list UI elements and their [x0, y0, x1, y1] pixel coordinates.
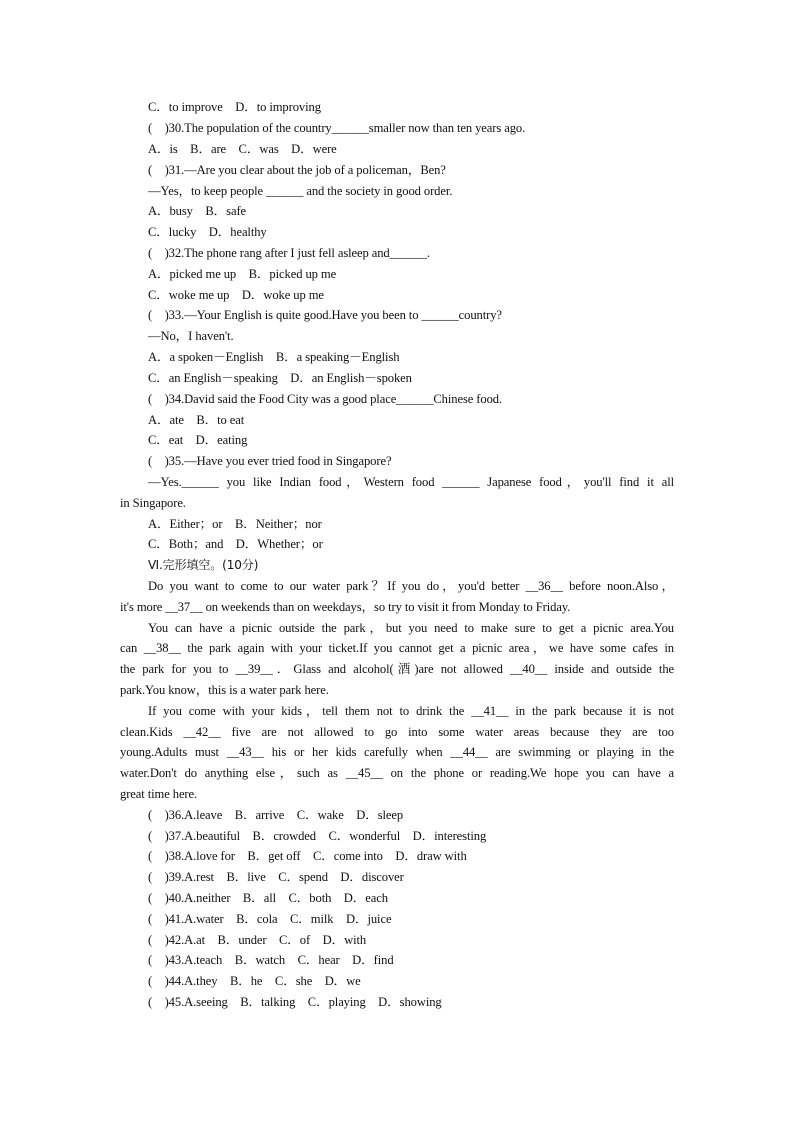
option-line: C．to improve D．to improving: [148, 100, 321, 114]
question-41: ( )41.A.water B．cola C．milk D．juice: [148, 912, 392, 926]
passage-line: it's more __37__ on weekends than on weekdays，so try to visit it from Monday to Friday.: [120, 600, 571, 614]
question-line: —No，I haven't.: [148, 329, 234, 343]
option-line: A．Either；or B．Neither；nor: [148, 517, 322, 531]
question-32: ( )32.The phone rang after I just fell asleep and______.: [148, 246, 430, 260]
option-line: A．ate B．to eat: [148, 413, 245, 427]
question-37: ( )37.A.beautiful B．crowded C．wonderful D．interesting: [148, 829, 487, 843]
question-44: ( )44.A.they B．he C．she D．we: [148, 974, 361, 988]
option-line: C．Both；and D．Whether；or: [148, 537, 323, 551]
passage-line: the park for you to __39__．Glass and alcohol(酒)are not allowed __40__ inside and outside the: [120, 662, 674, 676]
question-39: ( )39.A.rest B．live C．spend D．discover: [148, 870, 404, 884]
question-42: ( )42.A.at B．under C．of D．with: [148, 933, 367, 947]
section-heading: Ⅵ.完形填空。(10分): [148, 558, 259, 572]
question-line: —Yes.______ you like Indian food，Western food ______ Japanese food，you'll find it all: [148, 475, 674, 489]
question-line: —Yes，to keep people ______ and the society in good order.: [148, 184, 453, 198]
option-line: A．a spoken－English B．a speaking－English: [148, 350, 400, 364]
option-line: C．woke me up D．woke up me: [148, 288, 324, 302]
question-31: ( )31.—Are you clear about the job of a policeman，Ben?: [148, 163, 446, 177]
question-line: in Singapore.: [120, 496, 186, 510]
passage-line: Do you want to come to our water park？If you do，you'd better __36__ before noon.Also，: [148, 579, 674, 593]
passage-line: great time here.: [120, 787, 198, 801]
question-43: ( )43.A.teach B．watch C．hear D．find: [148, 953, 394, 967]
question-34: ( )34.David said the Food City was a good place______Chinese food.: [148, 392, 503, 406]
question-45: ( )45.A.seeing B．talking C．playing D．showing: [148, 995, 442, 1009]
passage-line: park.You know，this is a water park here.: [120, 683, 329, 697]
question-35: ( )35.—Have you ever tried food in Singapore?: [148, 454, 392, 468]
passage-line: You can have a picnic outside the park，but you need to make sure to get a picnic area.You: [148, 621, 674, 635]
question-33: ( )33.—Your English is quite good.Have you been to ______country?: [148, 308, 502, 322]
option-line: C．eat D．eating: [148, 433, 248, 447]
option-line: C．an English－speaking D．an English－spoken: [148, 371, 412, 385]
passage-line: young.Adults must __43__ his or her kids carefully when __44__ are swimming or playing in the: [120, 745, 674, 759]
question-36: ( )36.A.leave B．arrive C．wake D．sleep: [148, 808, 404, 822]
option-line: A．busy B．safe: [148, 204, 247, 218]
passage-line: can __38__ the park again with your ticket.If you cannot get a picnic area，we have some cafes in: [120, 641, 674, 655]
option-line: A．is B．are C．was D．were: [148, 142, 337, 156]
question-30: ( )30.The population of the country______smaller now than ten years ago.: [148, 121, 526, 135]
passage-line: clean.Kids __42__ five are not allowed to go into some water areas because they are too: [120, 725, 674, 739]
option-line: A．picked me up B．picked up me: [148, 267, 337, 281]
option-line: C．lucky D．healthy: [148, 225, 267, 239]
passage-line: water.Don't do anything else，such as __45__ on the phone or reading.We hope you can have a: [120, 766, 674, 780]
question-38: ( )38.A.love for B．get off C．come into D．draw with: [148, 849, 467, 863]
passage-line: If you come with your kids，tell them not to drink the __41__ in the park because it is not: [148, 704, 674, 718]
question-40: ( )40.A.neither B．all C．both D．each: [148, 891, 388, 905]
